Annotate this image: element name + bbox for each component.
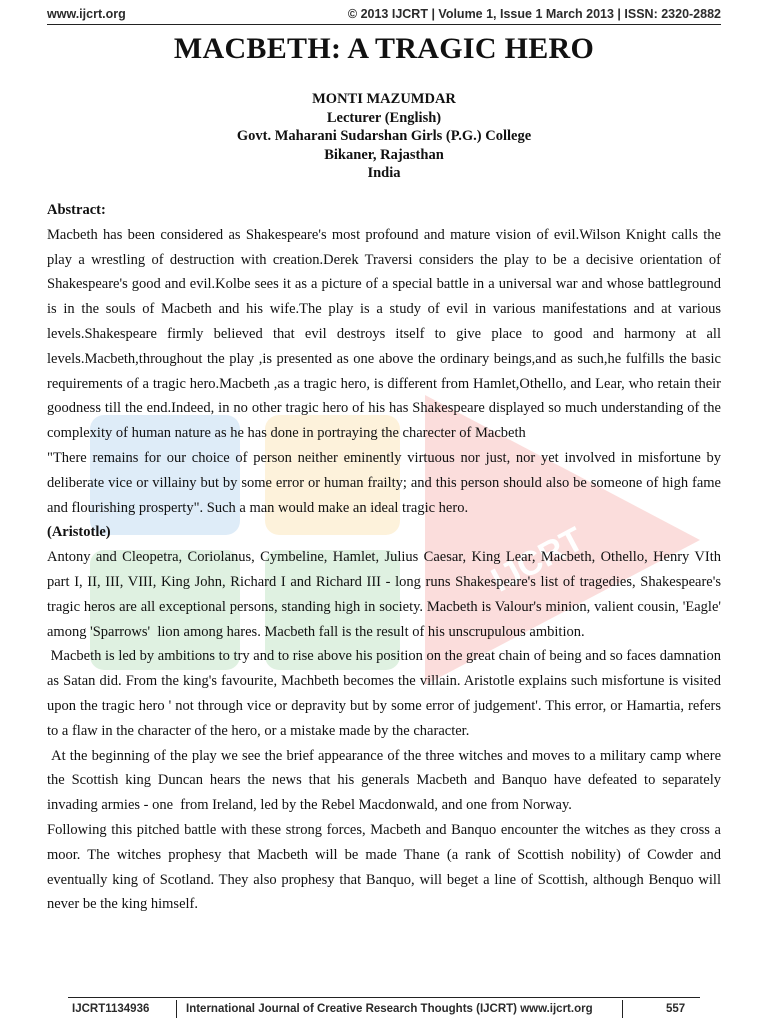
footer-paper-id: IJCRT1134936 xyxy=(72,1003,150,1015)
abstract-paragraph: Macbeth has been considered as Shakespeare's most profound and mature vision of evil.Wilson Knight calls the play a wrestling of destruction with creation.Derek Traversi considers the play to be a decisive orientation of Shakespeare's good and evil.Kolbe sees it as a picture of a special battle in a universal war and whose battleground is in the souls of Macbeth and his wife.The play is a study of evil in various manifestations and at various levels.Shakespeare firmly believed that evil destroys itself to give place to good and harmony at all levels.Macbeth,throughout the play ,is presented as one above the ordinary beings,and as such,he fulfills the basic requirements of a tragic hero.Macbeth ,as a tragic hero, is different from Hamlet,Othello, and Lear, who retain their goodness till the end.Indeed, in no other tragic hero of his has Shakespeare displayed so much understanding of the complexity of human nature as he has done in portraying the charecter of Macbeth xyxy=(47,226,721,442)
footer-divider xyxy=(176,1000,177,1018)
aristotle-quote: "There remains for our choice of person neither eminently virtuous nor just, nor yet involved in misfortune by deliberate vice or villainy but by some error or human frailty; and this person should also be someone of high fame and flourishing prosperty". Such a man would make an ideal tragic hero. xyxy=(47,449,721,516)
footer-journal[interactable]: International Journal of Creative Research Thoughts (IJCRT) www.ijcrt.org xyxy=(186,1003,593,1015)
abstract-heading: Abstract: xyxy=(47,202,106,218)
author-city: Bikaner, Rajasthan xyxy=(324,146,444,163)
paper-title: MACBETH: A TRAGIC HERO xyxy=(173,32,595,65)
paper-body xyxy=(47,198,725,917)
body-paragraph-ambition: Macbeth is led by ambitions to try and to rise above his position on the great chain of being and so faces damnation as Satan did. From the king's favourite, Machbeth becomes the villain. Aristotle explains such misfortune is visited upon the tragic hero ' not through vice or depravity but by some error of judgement'. This error, or Hamartia, refers to a flaw in the character of the hero, or a mistake made by the character. xyxy=(47,648,725,739)
author-role: Lecturer (English) xyxy=(326,109,442,126)
quote-attribution: (Aristotle) xyxy=(47,524,111,541)
author-country: India xyxy=(367,165,401,181)
author-institution: Govt. Maharani Sudarshan Girls (P.G.) College xyxy=(236,128,532,144)
header-site[interactable]: www.ijcrt.org xyxy=(47,7,126,21)
author-name: MONTI MAZUMDAR xyxy=(312,91,456,107)
header-issue-info: © 2013 IJCRT | Volume 1, Issue 1 March 2013 | ISSN: 2320-2882 xyxy=(347,7,721,21)
page-number: 557 xyxy=(666,1003,686,1015)
body-paragraph-witches: At the beginning of the play we see the brief appearance of the three witches and moves to a military camp where the Scottish king Duncan hears the news that his generals Macbeth and Banquo have defeated to separately invading armies - one from Ireland, led by the Rebel Macdonwald, and one from Norway. xyxy=(47,747,725,814)
footer-divider-2 xyxy=(622,1000,623,1018)
author-block xyxy=(0,90,768,183)
body-paragraph-tragedies: Antony and Cleopetra, Coriolanus, Cymbeline, Hamlet, Julius Caesar, King Lear, Macbeth, Othello, Henry VIth part I, II, III, VIII, King John, Richard I and Richard III - long runs Shakespeare's list of tragedies, Shakespeare's tragic heros are all exceptional persons, standing high in society. Macbeth is Valour's minion, valient cousin, 'Eagle' among 'Sparrows' lion among hares. Macbeth fall is the result of his unscrupulous ambition. xyxy=(47,549,725,640)
running-header xyxy=(47,4,721,25)
watermark-text: IJCRT xyxy=(485,520,590,600)
body-paragraph-prophecy: Following this pitched battle with these strong forces, Macbeth and Banquo encounter the witches as they cross a moor. The witches prophesy that Macbeth will be made Thane (a rank of Scottish nobility) of Cowder and eventually king of Scotland. They also prophesy that Banquo, will beget a line of Scottish, although Benquo will never be the king himself. xyxy=(47,821,721,913)
running-footer xyxy=(68,997,700,1018)
